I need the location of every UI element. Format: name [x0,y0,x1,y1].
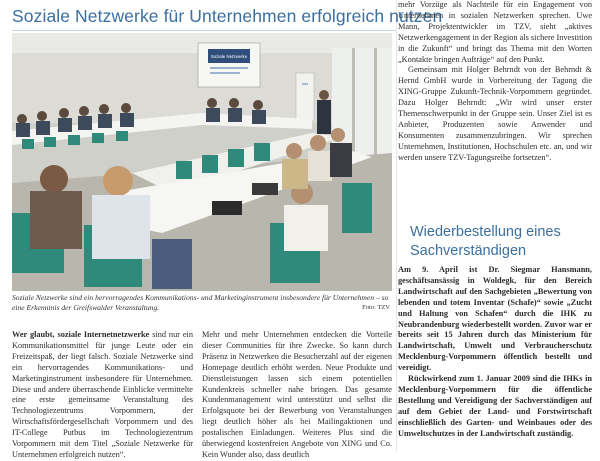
headline-rule [12,30,396,31]
article2-headline: Wiederbestellung eines Sachverständigen [410,224,561,259]
caption-text: Soziale Netzwerke sind ein hervorragendes Kommunikations- und Marketinginstrument insbesondere für Unternehmen – so eine Erkenntnis der Greifswalder Veranstaltung. [12,293,389,312]
article1-column-3 [398,0,592,164]
article1-column-1 [12,330,193,461]
article-headline: Soziale Netzwerke für Unternehmen erfolgreich nutzen [12,6,443,26]
article1-paragraph: mehr Vorzüge als Nachteile für ein Engagement von Unternehmen in sozialen Netzwerken sprechen. Uwe Mann, Projektentwickler im TZV, sieht „aktives Netzwerkengagement in der Region als sichere Investition in die Zukunft“ und bringt das Thema mit den Worten „Kontakte bringen Aufträge“ auf den Punkt. [398,0,592,64]
article1-p1-text: sind nur ein Kommunikationsmittel für junge Leute oder ein Freizeitspaß, der liegt falsch. Soziale Netzwerke sind ein hervorragendes Kommunikations- und Marketinginstrument insbesondere für Unternehmen. Diese und andere überraschende Einblicke vermittelte eine erste gemeinsame Veranstaltung des Technologiezentrums Vorpommern, der Wirtschaftsfördergesellschaft Vorpommern und des IT-College Putbus im Technologiezentrum Vorpommern mit dem Titel „Soziale Netzwerke für Unternehmen erfolgreich nutzen“. [12,330,193,459]
article2-paragraph: Am 9. April ist Dr. Siegmar Hansmann, geschäftsansässig in Woldegk, für den Bereich Landwirtschaft auf den Sachgebieten „Bewertung von lebenden und totem Inventar (Schafe)“ sowie „Zucht und Haltung von Schafen“ durch die IHK zu Neubrandenburg wiederbestellt worden. Zuvor war er bereits seit 15 Jahren durch das Ministerium für Landwirtschaft, Umwelt und Verbraucherschutz Mecklenburg-Vorpommern öffentlich bestellt und vereidigt. [398,265,592,373]
banner-text: nds [301,81,309,86]
article1-paragraph: Gemeinsam mit Holger Behrndt von der Behrndt & Hernd GmbH wurde in Vorbereitung der Tagung die XING-Gruppe Zukunft-Technik-Vorpommern gegründet. Dazu Holger Behrndt: „Wir wird unser erster Themenschwerpunkt in der Gruppe sein. Unser Ziel ist es Anbieter, Produzenten sowie Anwender und Konsumenten zusammenzubringen. Wir sprechen Unternehmen, Institutionen, Hochschulen etc. an, und wir werden unsere TZV-Tagungsreihe fortsetzen“. [398,65,592,162]
column-divider [396,0,397,452]
conference-photo [12,33,392,291]
photo-credit: Foto: TZV [362,304,390,311]
screen-text: Soziale Netzwerke [210,54,248,59]
article1-paragraph: Mehr und mehr Unternehmen entdecken die Vorteile dieser Communities für ihre Zwecke. So kann durch Präsenz in Netzwerken die Besucherzahl auf der eigenen Homepage deutlich erhöht werden. Neue Produkte und Dienstleistungen lassen sich einem potentiellen Kundenkreis schneller nahe bringen. Das gesamte Kundenmanagement wird unterstützt und selbst die Erfolgsquote bei der Bewerbung von Veranstaltungen liegt deutlich höher als bei Mailingaktionen und postalischen Einladungen. Weiteres Plus sind die überwiegend kostenfreien Angebote von XING und Co. Kein Wunder also, dass deutlich [202,330,392,459]
article1-paragraph [12,330,193,461]
article2-body [398,265,592,440]
photo-caption [12,293,392,313]
article1-column-2 [202,330,392,461]
article2-paragraph: Rückwirkend zum 1. Januar 2009 sind die IHKs in Mecklenburg-Vorpommern für die öffentliche Bestellung und Vereidigung der Sachverständigen auf auf dem Gebiet der Land- und Forstwirtschaft einschließlich des Garten- und Weinbaues oder des Umweltschutzes in der Landwirtschaft zuständig. [398,374,592,438]
article1-lead: Wer glaubt, soziale Internetnetzwerke [12,330,150,339]
